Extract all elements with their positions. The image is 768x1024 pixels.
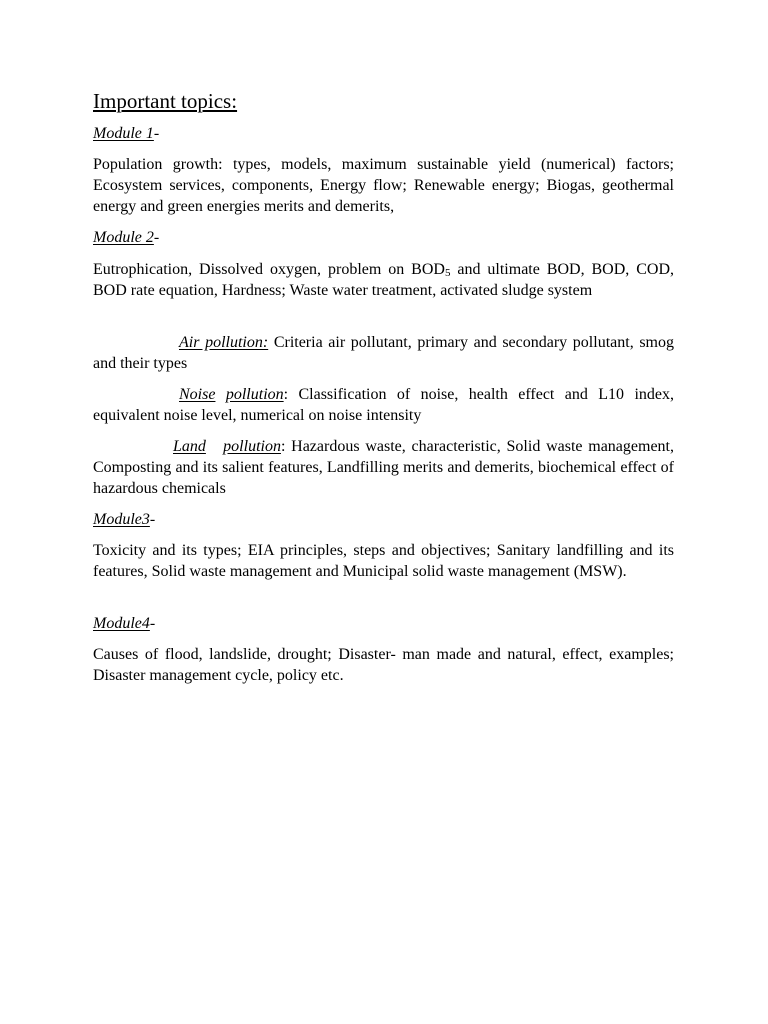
noise-pollution-text: : Classification of noise, health effect and L10 index, equivalent noise level, numerical on noise intensity: [93, 386, 674, 424]
noise-pollution-paragraph: [93, 384, 674, 426]
air-pollution-text: Criteria air pollutant, primary and secondary pollutant, smog and their types: [93, 334, 674, 372]
module-4-heading: [93, 614, 155, 634]
module-1-text: Population growth: types, models, maximum sustainable yield (numerical) factors; Ecosystem services, components, Energy flow; Renewable energy; Biogas, geothermal energy and green energies merits and demerits,: [93, 156, 674, 215]
module-3-text: Toxicity and its types; EIA principles, steps and objectives; Sanitary landfilling and its features, Solid waste management and Municipal solid waste management (MSW).: [93, 542, 674, 580]
module-3-name: Module3: [93, 511, 150, 528]
module-1-dash: -: [153, 125, 160, 142]
land-pollution-paragraph: [93, 436, 674, 499]
land-pollution-label: pollution: [223, 438, 281, 455]
module-1-heading: [93, 124, 159, 144]
module-4-name: Module4: [93, 615, 150, 632]
module-2-text-part2: and ultimate BOD, BOD, COD, BOD rate equation, Hardness; Waste water treatment, activated sludge system: [93, 261, 674, 299]
module-4-text: Causes of flood, landslide, drought; Disaster- man made and natural, effect, examples; Disaster management cycle, policy etc.: [93, 646, 674, 684]
module-1-name: Module 1: [93, 125, 154, 142]
module-2-name: Module 2: [93, 229, 154, 246]
land-label: Land: [173, 438, 206, 455]
land-pollution-text: : Hazardous waste, characteristic, Solid waste management, Composting and its salient features, Landfilling merits and demerits, biochemical effect of hazardous chemicals: [93, 438, 674, 497]
module-3-heading: [93, 510, 155, 530]
noise-label: Noise: [179, 386, 216, 403]
module-2-dash: -: [153, 229, 160, 246]
module-3-dash: -: [149, 511, 156, 528]
page-title: Important topics:: [93, 89, 238, 113]
bod-subscript: 5: [444, 267, 451, 279]
air-pollution-paragraph: [93, 332, 674, 374]
module-2-heading: [93, 228, 159, 248]
air-pollution-label: Air pollution:: [179, 334, 269, 351]
module-2-text: [93, 259, 674, 301]
noise-pollution-label: pollution: [225, 386, 284, 403]
module-2-text-part1: Eutrophication, Dissolved oxygen, problem on BOD: [93, 261, 445, 278]
module-4-dash: -: [149, 615, 156, 632]
